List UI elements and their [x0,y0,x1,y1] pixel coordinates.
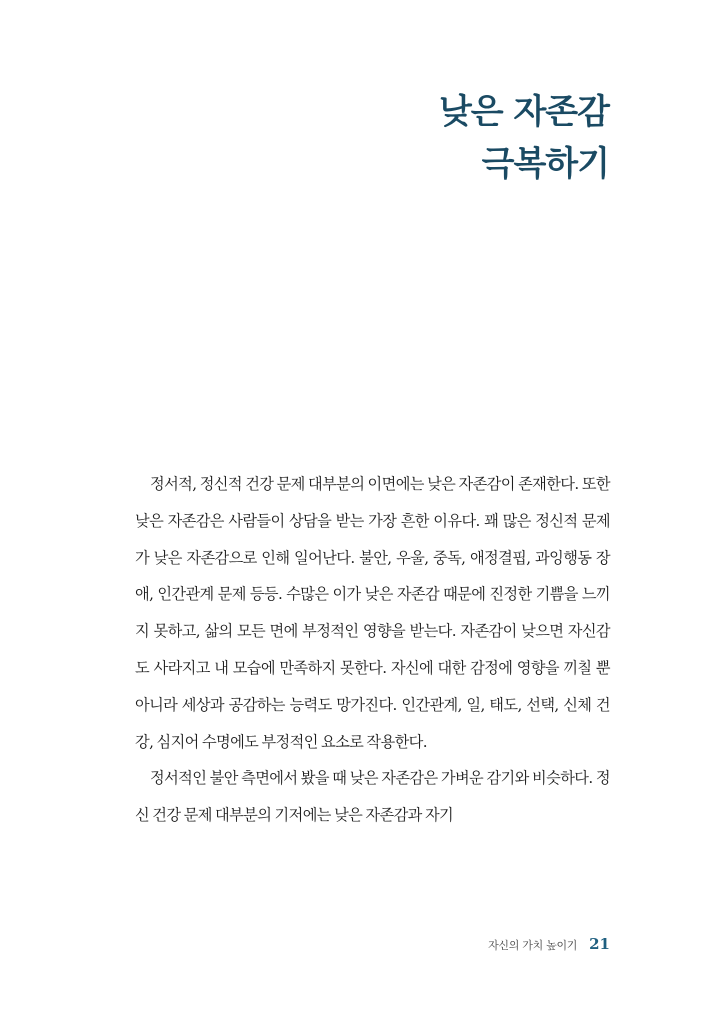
body-text [135,466,610,834]
chapter-title-line-2: 극복하기 [481,144,609,184]
page-footer [488,935,610,953]
body-paragraph-1: 정서적, 정신적 건강 문제 대부분의 이면에는 낮은 자존감이 존재한다. 또한 낮은 자존감은 사람들이 상담을 받는 가장 흔한 이유다. 꽤 많은 정신적 문제가 낮은 자존감으로 인해 일어난다. 불안, 우울, 중독, 애정결핍, 과잉행동 장애, 인간관계 문제 등등. 수많은 이가 낮은 자존감 때문에 진정한 기쁨을 느끼지 못하고, 삶의 모든 면에 부정적인 영향을 받는다. 자존감이 낮으면 자신감도 사라지고 내 모습에 만족하지 못한다. 자신에 대한 감정에 영향을 끼칠 뿐 아니라 세상과 공감하는 능력도 망가진다. 인간관계, 일, 태도, 선택, 신체 건강, 심지어 수명에도 부정적인 요소로 작용한다. [135,475,610,751]
running-head: 자신의 가치 높이기 [488,939,578,952]
page-number: 21 [589,935,610,953]
chapter-title [439,86,609,190]
body-paragraph-2: 정서적인 불안 측면에서 봤을 때 낮은 자존감은 가벼운 감기와 비슷하다. 정신 건강 문제 대부분의 기저에는 낮은 자존감과 자기 [135,769,610,825]
chapter-title-line-1: 낮은 자존감 [438,92,609,132]
